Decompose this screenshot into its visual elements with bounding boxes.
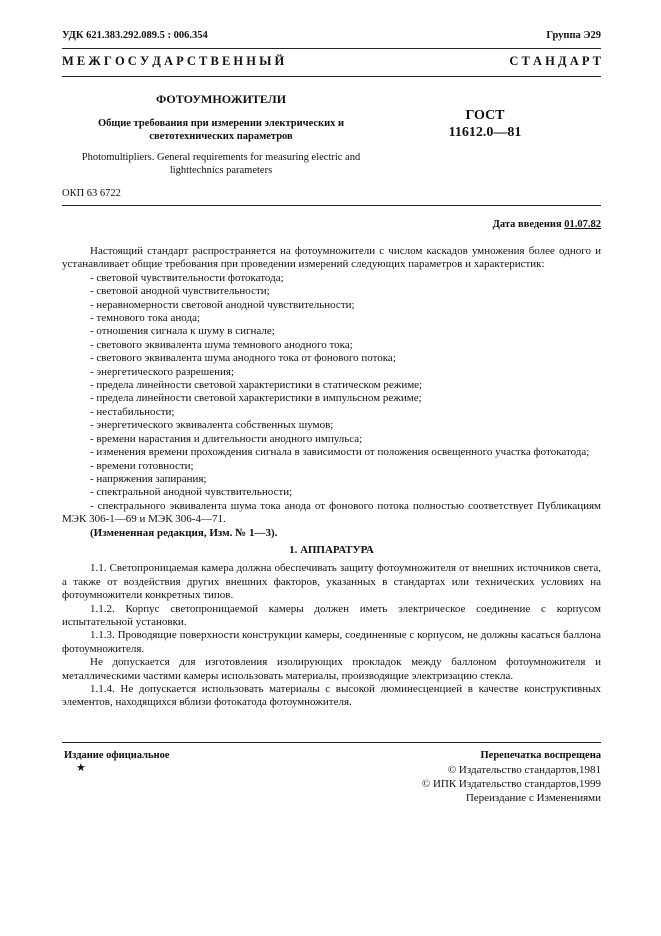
reissue-note: Переиздание с Изменениями	[465, 792, 601, 804]
udk-code: УДК 621.383.292.089.5 : 006.354	[62, 30, 208, 41]
title-rule	[62, 205, 601, 206]
clause-paragraph: Не допускается для изготовления изолирующих прокладок между баллоном фотоумножителя и металлическими частями камеры использовать материалы, производящие электризацию стекла.	[62, 656, 601, 682]
section-heading: 1. АППАРАТУРА	[289, 543, 374, 556]
effective-date	[493, 219, 601, 230]
banner-word-2: С Т А Н Д А Р Т	[509, 54, 601, 68]
copyright-block	[422, 749, 601, 805]
list-item: - времени нарастания и длительности анодного импульса;	[90, 432, 363, 445]
body-text	[62, 245, 601, 710]
list-item: - неравномерности световой анодной чувствительности;	[90, 298, 355, 311]
list-item: - нестабильности;	[90, 405, 175, 418]
gost-designation	[430, 107, 540, 141]
group-code: Группа Э29	[546, 30, 601, 41]
clause-paragraph: 1.1. Светопроницаемая камера должна обеспечивать защиту фотоумножителя от внешних источников света, а также от воздействия других внешних факторов, указанных в стандартах или технических условиях на фотоумножители конкретных типов.	[62, 562, 601, 602]
list-item: - светового эквивалента шума анодного тока от фонового потока;	[90, 352, 396, 365]
list-item: - предела линейности световой характеристики в импульсном режиме;	[90, 392, 422, 405]
list-item: - спектральной анодной чувствительности;	[90, 486, 293, 499]
gost-number: 11612.0—81	[448, 125, 522, 140]
copyright-line: © Издательство стандартов,1981	[447, 764, 601, 776]
header-rule-bottom	[62, 76, 601, 77]
list-item: - отношения сигнала к шуму в сигнале;	[90, 325, 275, 338]
star-icon: ★	[76, 762, 86, 774]
date-value: 01.07.82	[564, 219, 601, 230]
list-item: - светового эквивалента шума темнового анодного тока;	[90, 338, 353, 351]
copyright-line: © ИПК Издательство стандартов,1999	[421, 778, 601, 790]
header-rule-top	[62, 48, 601, 49]
clause-paragraph: 1.1.2. Корпус светопроницаемой камеры должен иметь электрическое соединение с корпусом испытательной установки.	[62, 602, 601, 628]
clause-paragraph: 1.1.4. Не допускается использовать материалы с высокой люминесценцией в качестве конструктивных элементов, находящихся вблизи фотокатода фотоумножителя.	[62, 683, 601, 709]
edition-label: Издание официальное	[64, 750, 170, 761]
okp-code: ОКП 63 6722	[62, 188, 121, 199]
document-subtitle: Общие требования при измерении электрических и светотехнических параметров	[97, 118, 345, 142]
list-item: - изменения времени прохождения сигнала в зависимости от положения освещенного участка фотокатода;	[90, 446, 590, 459]
list-item: - световой анодной чувствительности;	[90, 285, 270, 298]
intro-paragraph: Настоящий стандарт распространяется на фотоумножители с числом каскадов умножения более одного и устанавливает общие требования при проведении измерений следующих параметров и характеристик:	[62, 245, 601, 271]
list-item: - энергетического эквивалента собственных шумов;	[90, 419, 334, 432]
date-label: Дата введения	[492, 219, 562, 230]
list-item: - темнового тока анода;	[90, 312, 201, 325]
amendment-note: (Измененная редакция, Изм. № 1—3).	[90, 526, 278, 539]
list-item: - напряжения запирания;	[90, 472, 207, 485]
list-item: - предела линейности световой характеристики в статическом режиме;	[90, 379, 423, 392]
gost-label: ГОСТ	[465, 108, 505, 123]
english-title: Photomultipliers. General requirements for measuring electric and lighttechnics parameters	[81, 152, 361, 176]
official-edition	[64, 749, 170, 775]
document-title: ФОТОУМНОЖИТЕЛИ	[155, 92, 287, 106]
list-item: - времени готовности;	[90, 459, 194, 472]
footer-rule	[62, 742, 601, 743]
list-item: - световой чувствительности фотокатода;	[90, 271, 284, 284]
list-item: - энергетического разрешения;	[90, 365, 235, 378]
banner-word-1: М Е Ж Г О С У Д А Р С Т В Е Н Н Ы Й	[62, 54, 285, 68]
reprint-notice: Перепечатка воспрещена	[480, 750, 601, 761]
clause-paragraph: 1.1.3. Проводящие поверхности конструкции камеры, соединенные с корпусом, не должны касаться баллона фотоумножителя.	[62, 629, 601, 655]
list-item: - спектрального эквивалента шума тока анода от фонового потока полностью соответствует Публикациям МЭК 306-1—69 и МЭК 306-4—71.	[62, 499, 601, 526]
standard-banner	[62, 54, 601, 69]
